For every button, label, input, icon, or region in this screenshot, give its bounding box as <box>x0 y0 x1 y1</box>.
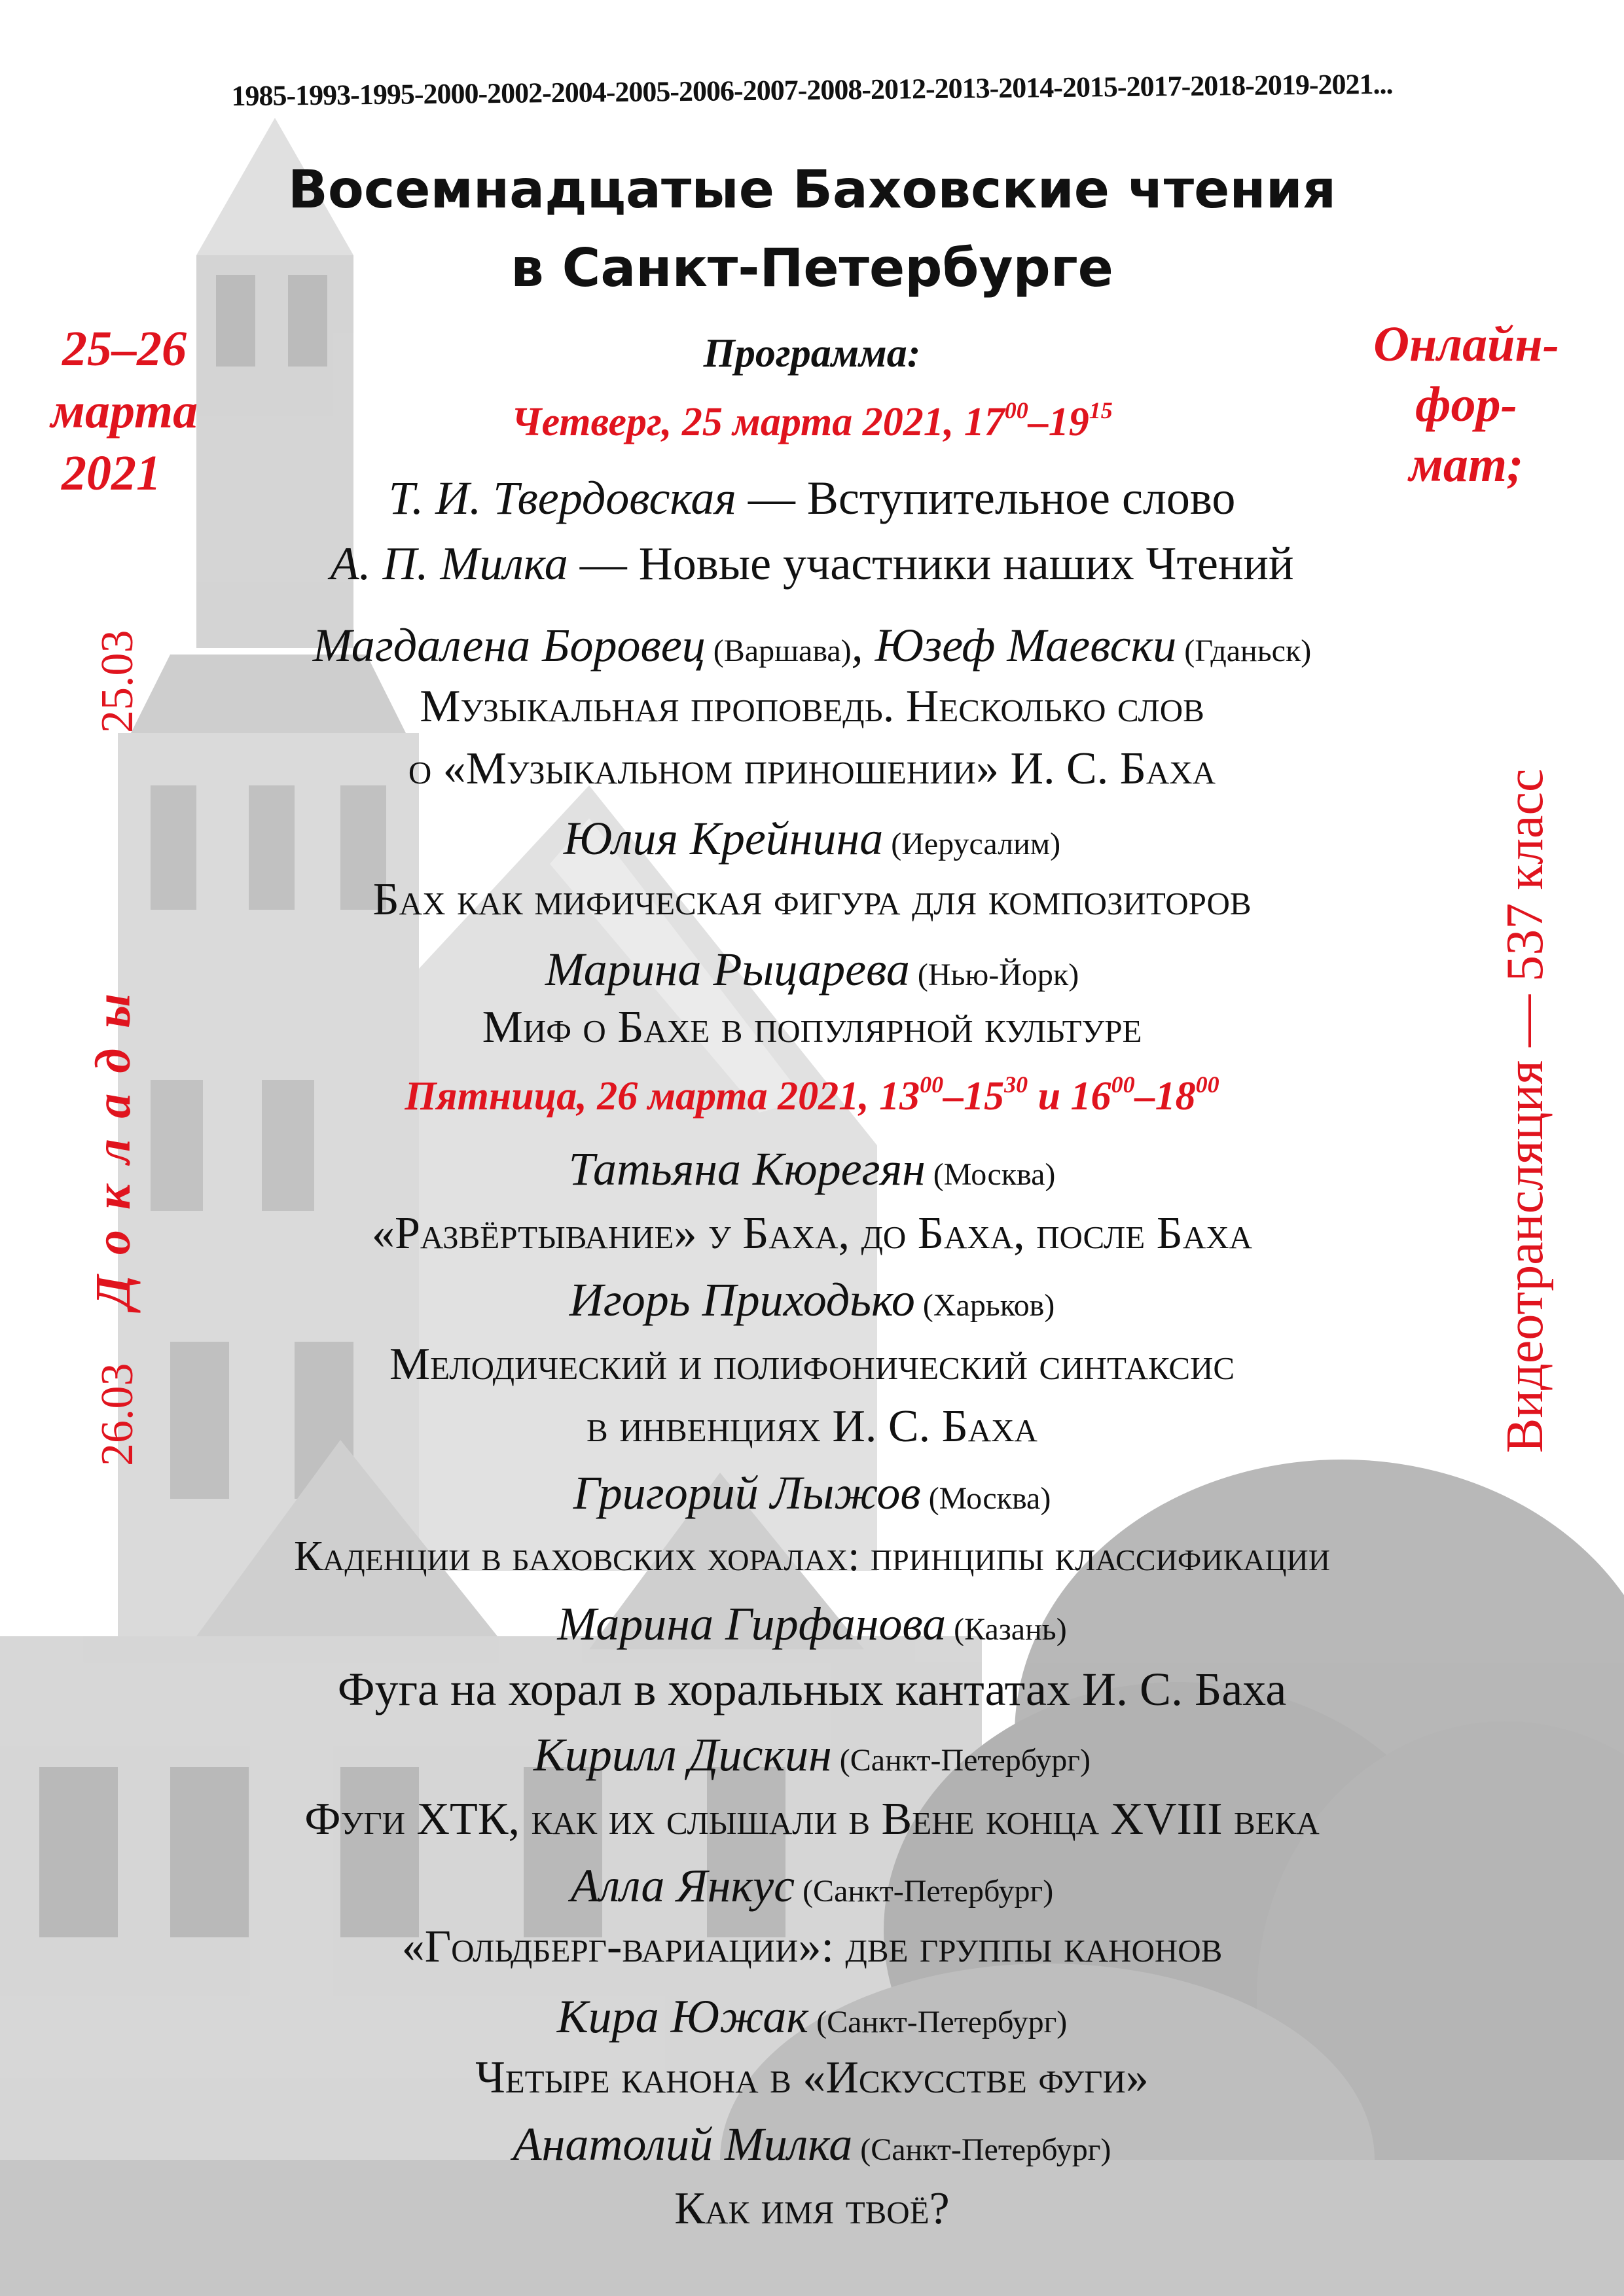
event-date-month: марта <box>50 384 198 439</box>
day1-header <box>0 399 1624 446</box>
vertical-broadcast-label: Видеотрансляция — 537 класс <box>1496 768 1554 1453</box>
talk9-city: (Санкт-Петербург) <box>795 1874 1054 1909</box>
talk6-city: (Москва) <box>920 1481 1051 1516</box>
day2-sup2: 30 <box>1004 1071 1028 1098</box>
page-title-line1: Восемнадцатые Баховские чтения <box>287 159 1337 220</box>
talk1-author1: Магдалена Боровец <box>312 619 706 672</box>
day2-sup1: 00 <box>920 1071 944 1098</box>
talk10-title: Четыре канона в «Искусстве фуги» <box>475 2053 1149 2103</box>
talk6-author <box>0 1466 1624 1520</box>
day2-header <box>0 1073 1624 1120</box>
format-line2: фор- <box>1415 377 1517 432</box>
format-line1: Онлайн- <box>1373 317 1559 372</box>
talk8-title: Фуги ХТК, как их слышали в Вене конца XVIII века <box>304 1794 1320 1844</box>
talk11-title: Как имя твоё? <box>674 2183 950 2234</box>
talk3-author-name: Марина Рыцарева <box>545 943 910 996</box>
talk3-author <box>0 942 1624 997</box>
talk11-city: (Санкт-Петербург) <box>852 2132 1111 2167</box>
talk9-author <box>0 1859 1624 1913</box>
day1-dash: –19 <box>1028 400 1089 444</box>
talk2-title: Бах как мифическая фигура для композиторов <box>372 874 1252 925</box>
talk1-separator: , <box>851 619 875 672</box>
program-label: Программа: <box>703 331 921 376</box>
day2-date: Пятница, 26 марта 2021, 13 <box>405 1074 920 1119</box>
day2-t2: –15 <box>943 1074 1005 1119</box>
talk4-title: «Развёртывание» у Баха, до Баха, после Баха <box>371 1208 1253 1259</box>
talk2-author-name: Юлия Крейнина <box>563 812 884 865</box>
talk7-author-name: Марина Гирфанова <box>557 1598 947 1650</box>
talk8-author <box>0 1728 1624 1782</box>
day2-t3: и 16 <box>1028 1074 1111 1119</box>
talk2-city: (Иерусалим) <box>883 827 1061 861</box>
talk5-title-line1: Мелодический и полифонический синтаксис <box>389 1339 1235 1390</box>
talk6-author-name: Григорий Лыжов <box>573 1467 921 1519</box>
talk3-title: Миф о Бахе в популярной культуре <box>482 1002 1142 1052</box>
talk8-city: (Санкт-Петербург) <box>831 1743 1091 1778</box>
years-list: 1985-1993-1995-2000-2002-2004-2005-2006-2007-2008-2012-2013-2014-2015-2017-2018-2019-2021... <box>231 67 1393 113</box>
talk6-title: Каденции в баховских хоралах: принципы классификации <box>294 1532 1330 1580</box>
talk7-title: Фуга на хорал в хоральных кантатах И. С. Баха <box>337 1663 1287 1715</box>
talk1-author2: Юзеф Маевски <box>875 619 1177 672</box>
opening-author-2: А. П. Милка <box>330 537 568 590</box>
vertical-date-25: 25.03 <box>92 630 143 733</box>
talk2-author <box>0 812 1624 866</box>
event-date-year: 2021 <box>62 446 161 501</box>
opening-line-1 <box>0 471 1624 526</box>
talk1-city2: (Гданьск) <box>1176 634 1312 668</box>
format-line3: мат; <box>1409 437 1524 492</box>
day1-end-minutes: 15 <box>1089 397 1113 423</box>
opening-text-1: — Вступительное слово <box>736 472 1236 524</box>
talk9-title: «Гольдберг-вариации»: две группы канонов <box>401 1922 1223 1972</box>
opening-author-1: Т. И. Твердовская <box>388 472 736 524</box>
day1-date: Четверг, 25 марта 2021, 17 <box>511 400 1005 444</box>
talk10-city: (Санкт-Петербург) <box>808 2005 1068 2039</box>
page-title-line2: в Санкт-Петербурге <box>511 238 1113 298</box>
talk7-author <box>0 1597 1624 1651</box>
talk5-city: (Харьков) <box>914 1288 1055 1323</box>
talk11-author-name: Анатолий Милка <box>513 2118 853 2170</box>
talk10-author-name: Кира Южак <box>556 1990 809 2043</box>
talk5-author <box>0 1273 1624 1327</box>
event-date-days: 25–26 <box>62 321 187 376</box>
talk10-author <box>0 1990 1624 2044</box>
talk7-city: (Казань) <box>946 1612 1067 1647</box>
talk4-author-name: Татьяна Кюрегян <box>568 1143 926 1195</box>
vertical-date-26: 26.03 <box>92 1363 143 1466</box>
day2-sup3: 00 <box>1111 1071 1135 1098</box>
day2-sup4: 00 <box>1195 1071 1219 1098</box>
talk1-city1: (Варшава) <box>705 634 852 668</box>
talk1-authors <box>0 619 1624 673</box>
talk5-title-line2: в инвенциях И. С. Баха <box>586 1401 1038 1452</box>
talk9-author-name: Алла Янкус <box>570 1859 795 1912</box>
talk1-title-line1: Музыкальная проповедь. Несколько слов <box>420 681 1204 732</box>
talk8-author-name: Кирилл Дискин <box>533 1729 832 1781</box>
talk3-city: (Нью-Йорк) <box>909 958 1079 992</box>
day2-t4: –18 <box>1134 1074 1196 1119</box>
day1-start-minutes: 00 <box>1004 397 1028 423</box>
talk4-city: (Москва) <box>925 1157 1056 1192</box>
opening-line-2 <box>0 537 1624 591</box>
talk11-author <box>0 2117 1624 2172</box>
talk4-author <box>0 1142 1624 1196</box>
vertical-reports-label: Д о к л а д ы <box>86 990 141 1309</box>
opening-text-2: — Новые участники наших Чтений <box>568 537 1294 590</box>
talk1-title-line2: о «Музыкальном приношении» И. С. Баха <box>408 744 1216 794</box>
talk5-author-name: Игорь Приходько <box>569 1274 915 1326</box>
